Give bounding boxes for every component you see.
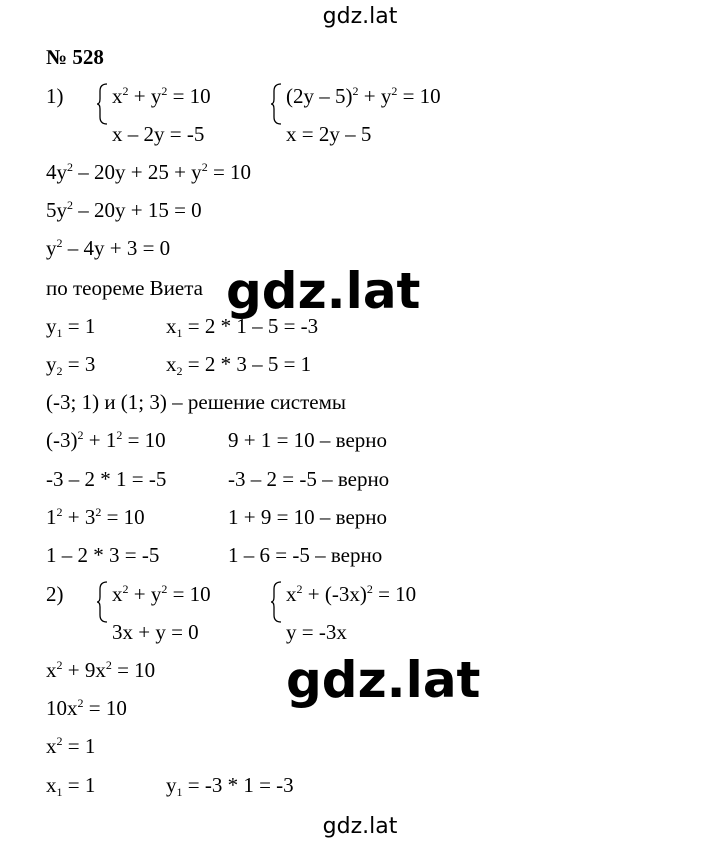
p1-check3-left: $1^2 + 3^2 = 10$: [46, 505, 145, 529]
p1-sysb-eq1: $(2y - 5)^2 + y^2 = 10$: [286, 84, 441, 108]
brace-icon: [96, 83, 108, 125]
p1-line1: $4y^2 - 20y + 25 + y^2 = 10$: [46, 160, 252, 184]
p1-root1-left: $y_1 = 1$: [46, 314, 96, 340]
p2-sysa-eq2: 3x + y = 0: [112, 620, 199, 644]
watermark-mid1: gdz.lat: [226, 262, 421, 320]
p1-root1-right: $x_1 = 2 * 1 - 5 = -3$: [166, 314, 319, 340]
p1-vieta: по теореме Виета: [46, 276, 203, 300]
p1-sysa-eq2: x – 2y = -5: [112, 122, 205, 146]
p1-solution: (-3; 1) и (1; 3) – решение системы: [46, 390, 347, 414]
p1-root2-right: $x_2 = 2 * 3 - 5 = 1$: [166, 352, 312, 378]
p1-root2-left: $y_2 = 3$: [46, 352, 96, 378]
p2-line3: $x^2 = 1$: [46, 734, 96, 758]
part1-label: 1): [46, 84, 64, 108]
watermark-mid2: gdz.lat: [286, 651, 481, 709]
p1-check2-right: -3 – 2 = -5 – верно: [228, 467, 390, 491]
p2-line1: $x^2 + 9x^2 = 10$: [46, 658, 156, 682]
watermark-bottom: gdz.lat: [322, 814, 398, 839]
problem-number: № 528: [46, 45, 104, 69]
p1-sysa-eq1: $x^2 + y^2 = 10$: [112, 84, 211, 108]
p2-line2: $10x^2 = 10$: [46, 696, 127, 720]
p2-sysb-eq2: y = -3x: [286, 620, 347, 644]
p2-sysa-eq1: $x^2 + y^2 = 10$: [112, 582, 211, 606]
p1-check1-right: 9 + 1 = 10 – верно: [228, 428, 388, 452]
p2-sysb-eq1: $x^2 + (-3x)^2 = 10$: [286, 582, 417, 606]
p1-check2-left: -3 – 2 * 1 = -5: [46, 467, 167, 491]
watermark-top: gdz.lat: [322, 4, 398, 29]
p2-root1-left: $x_1 = 1$: [46, 773, 96, 799]
p1-check4-right: 1 – 6 = -5 – верно: [228, 543, 383, 567]
brace-icon: [96, 581, 108, 623]
p1-line3: $y^2 - 4y + 3 = 0$: [46, 236, 171, 260]
brace-icon: [270, 83, 282, 125]
p1-line2: $5y^2 - 20y + 15 = 0$: [46, 198, 202, 222]
p1-sysb-eq2: x = 2y – 5: [286, 122, 372, 146]
p1-check4-left: 1 – 2 * 3 = -5: [46, 543, 160, 567]
p2-root1-right: $y_1 = -3 * 1 = -3$: [166, 773, 294, 799]
p1-check3-right: 1 + 9 = 10 – верно: [228, 505, 388, 529]
p1-check1-left: $(-3)^2 + 1^2 = 10$: [46, 428, 166, 452]
brace-icon: [270, 581, 282, 623]
part2-label: 2): [46, 582, 64, 606]
